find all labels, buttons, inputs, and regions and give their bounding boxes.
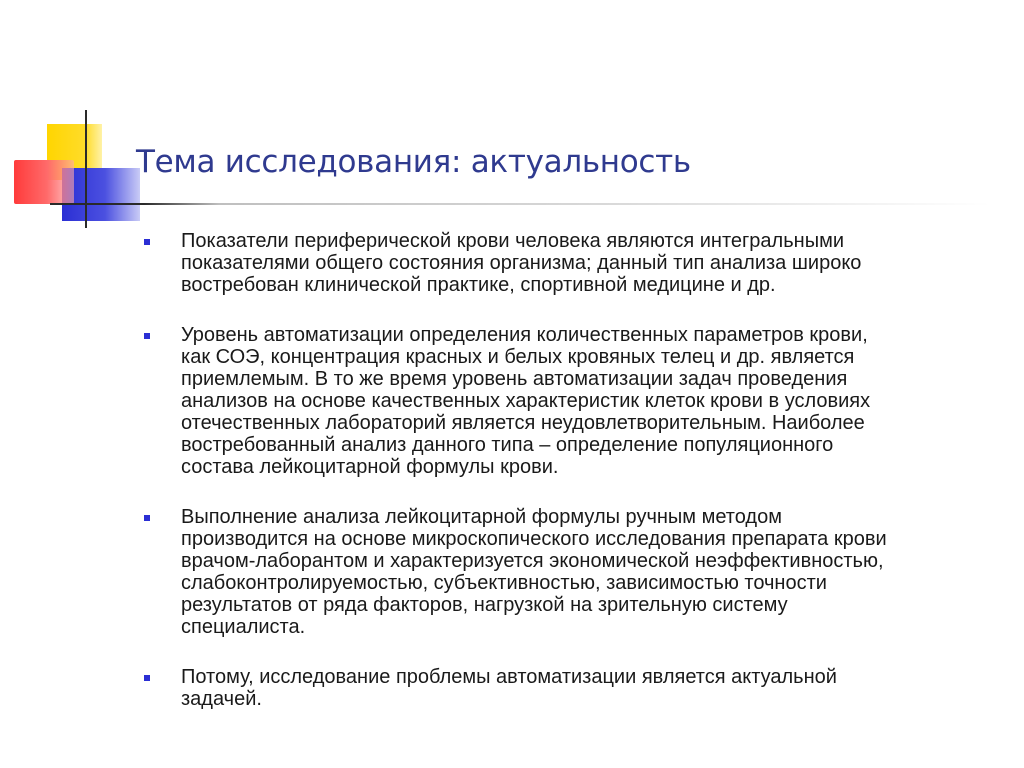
text-line: отечественных лабораторий является неудовлетворительным. Наиболее [181, 412, 865, 434]
text-line: Потому, исследование проблемы автоматизации является актуальной [181, 666, 837, 688]
bullet-marker-icon [144, 666, 181, 686]
text-line: показателями общего состояния организма; данный тип анализа широко [181, 252, 862, 274]
text-line: анализов на основе качественных характеристик клеток крови в условиях [181, 390, 871, 412]
text-line: специалиста. [181, 616, 306, 638]
bullet-item [144, 230, 1004, 296]
text-line: врачом-лаборантом и характеризуется экономической неэффективностью, [181, 550, 884, 572]
text-line: Выполнение анализа лейкоцитарной формулы ручным методом [181, 506, 782, 528]
decor-red-square [14, 160, 74, 204]
bullet-text [181, 506, 1001, 638]
bullet-item [144, 506, 1004, 638]
text-line: слабоконтролируемостью, субъективностью, зависимостью точности [181, 572, 827, 594]
text-line: состава лейкоцитарной формулы крови. [181, 456, 559, 478]
text-line: как СОЭ, концентрация красных и белых кровяных телец и др. является [181, 346, 855, 368]
text-line: Показатели периферической крови человека являются интегральными [181, 230, 844, 252]
text-line: задачей. [181, 688, 262, 710]
bullet-item [144, 666, 1004, 710]
text-line: приемлемым. В то же время уровень автоматизации задач проведения [181, 368, 848, 390]
bullet-text [181, 666, 1001, 710]
title-underline [50, 203, 990, 205]
text-line: производится на основе микроскопического исследования препарата крови [181, 528, 887, 550]
bullet-marker-icon [144, 324, 181, 344]
slide-title: Тема исследования: актуальность [136, 144, 691, 180]
bullet-marker-icon [144, 506, 181, 526]
text-line: востребован клинической практике, спортивной медицине и др. [181, 274, 776, 296]
text-line: востребованный анализ данного типа – определение популяционного [181, 434, 834, 456]
bullet-marker-icon [144, 230, 181, 250]
text-line: Уровень автоматизации определения количественных параметров крови, [181, 324, 868, 346]
text-line: результатов от ряда факторов, нагрузкой на зрительную систему [181, 594, 788, 616]
bullet-item [144, 324, 1004, 478]
bullet-text [181, 324, 1001, 478]
decor-vertical-line [85, 110, 87, 228]
bullet-text [181, 230, 1001, 296]
bullet-list [144, 230, 1004, 738]
